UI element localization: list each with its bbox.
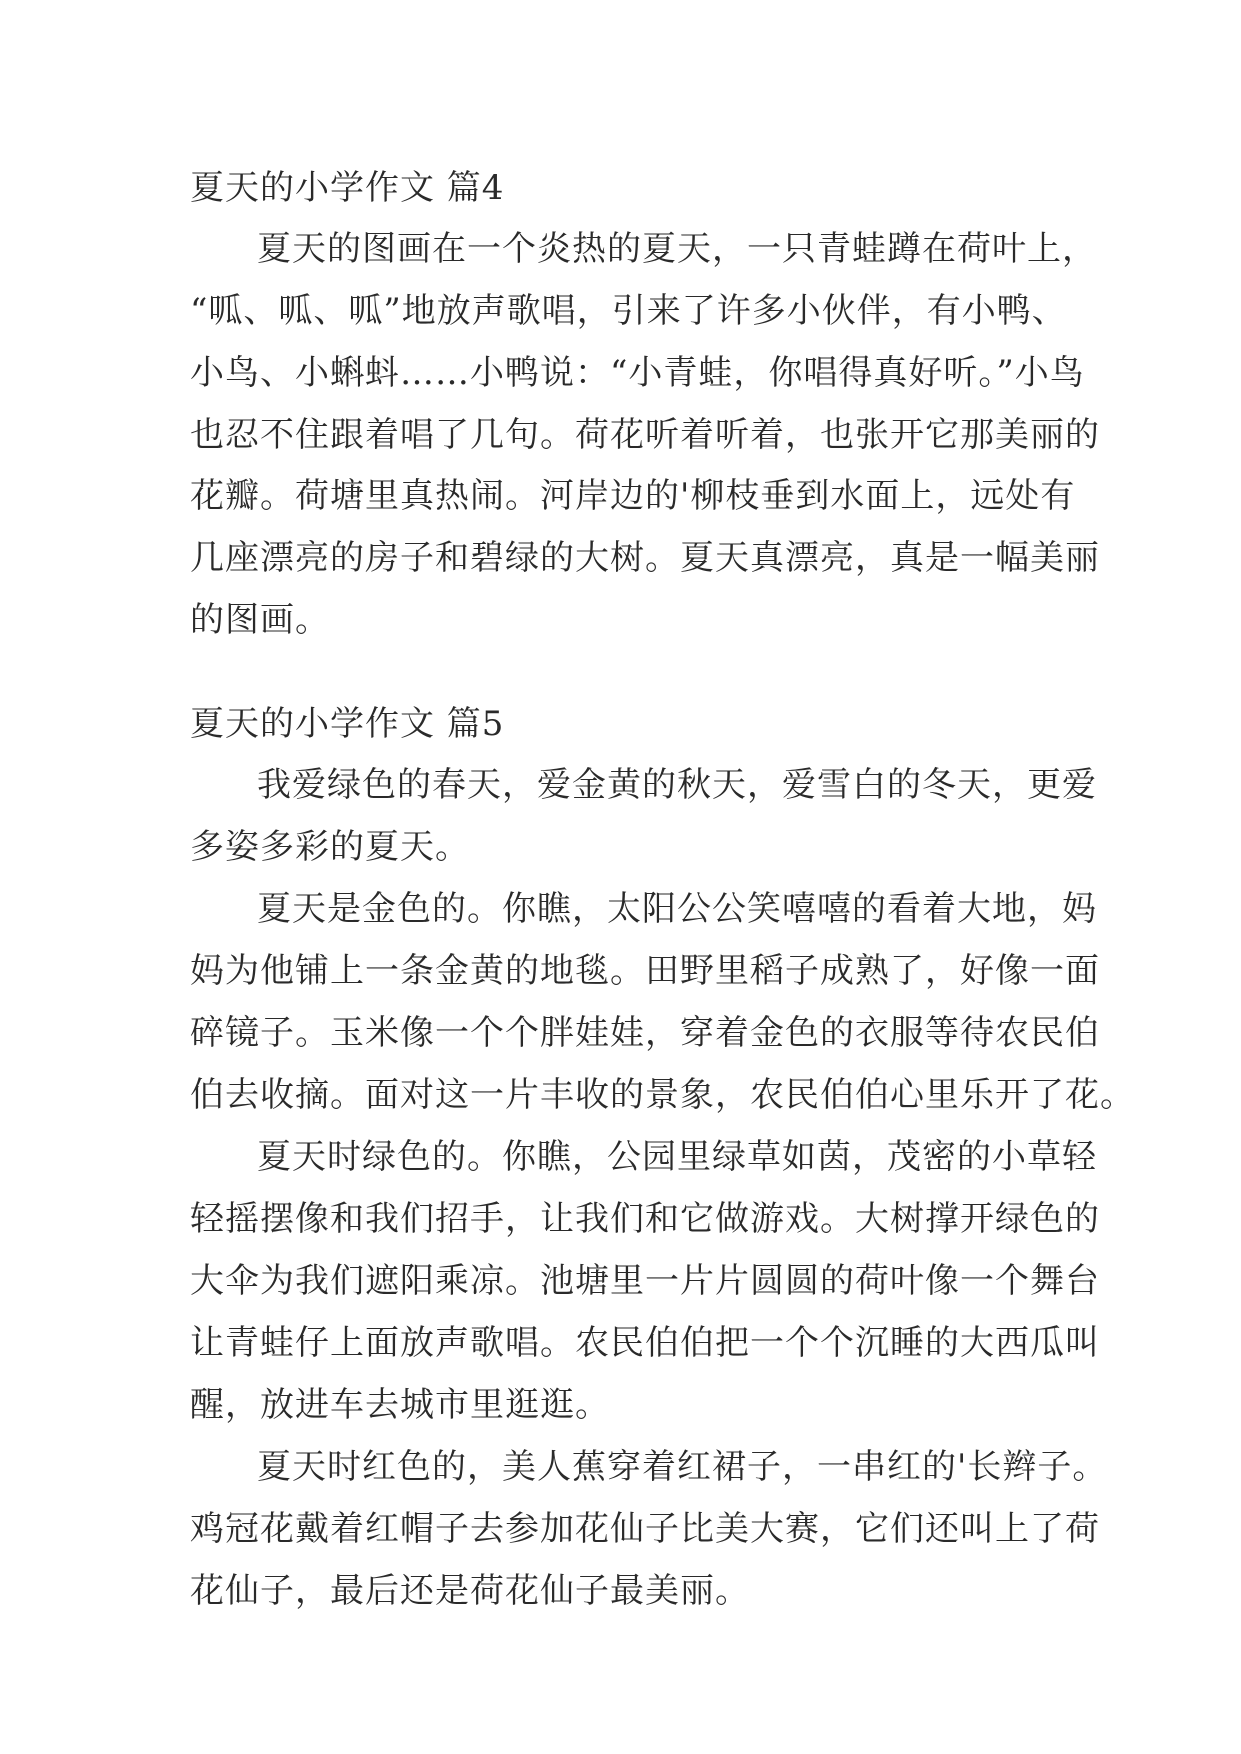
essay5-line-6: 伯去收摘。面对这一片丰收的景象，农民伯伯心里乐开了花。 (190, 1075, 1135, 1115)
essay4-line-3: 小鸟、小蝌蚪……小鸭说：“小青蛙，你唱得真好听。”小鸟 (190, 353, 1085, 393)
essay5-line-2: 多姿多彩的夏天。 (190, 827, 470, 867)
essay5-line-7: 夏天时绿色的。你瞧，公园里绿草如茵，茂密的小草轻 (257, 1137, 1097, 1177)
essay5-line-1: 我爱绿色的春天，爱金黄的秋天，爱雪白的冬天，更爱 (257, 765, 1097, 805)
essay5-heading: 夏天的小学作文 篇5 (190, 704, 505, 744)
essay4-line-5: 花瓣。荷塘里真热闹。河岸边的'柳枝垂到水面上，远处有 (190, 476, 1076, 516)
essay5-line-11: 醒，放进车去城市里逛逛。 (190, 1385, 610, 1425)
essay5-line-3: 夏天是金色的。你瞧，太阳公公笑嘻嘻的看着大地，妈 (257, 889, 1097, 929)
essay5-line-9: 大伞为我们遮阳乘凉。池塘里一片片圆圆的荷叶像一个舞台 (190, 1261, 1100, 1301)
essay4-line-1: 夏天的图画在一个炎热的夏天，一只青蛙蹲在荷叶上， (257, 229, 1097, 269)
essay5-line-13: 鸡冠花戴着红帽子去参加花仙子比美大赛，它们还叫上了荷 (190, 1509, 1100, 1549)
essay4-line-6: 几座漂亮的房子和碧绿的大树。夏天真漂亮，真是一幅美丽 (190, 538, 1100, 578)
essay4-line-4: 也忍不住跟着唱了几句。荷花听着听着，也张开它那美丽的 (190, 415, 1100, 455)
essay4-line-2: “呱、呱、呱”地放声歌唱，引来了许多小伙伴，有小鸭、 (190, 291, 1067, 331)
essay5-line-8: 轻摇摆像和我们招手，让我们和它做游戏。大树撑开绿色的 (190, 1199, 1100, 1239)
essay5-line-10: 让青蛙仔上面放声歌唱。农民伯伯把一个个沉睡的大西瓜叫 (190, 1323, 1100, 1363)
essay5-line-4: 妈为他铺上一条金黄的地毯。田野里稻子成熟了，好像一面 (190, 951, 1100, 991)
essay4-heading: 夏天的小学作文 篇4 (190, 168, 505, 208)
essay5-line-12: 夏天时红色的，美人蕉穿着红裙子，一串红的'长辫子。 (257, 1447, 1108, 1487)
essay4-line-7: 的图画。 (190, 600, 330, 640)
essay5-line-5: 碎镜子。玉米像一个个胖娃娃，穿着金色的衣服等待农民伯 (190, 1013, 1100, 1053)
essay5-line-14: 花仙子，最后还是荷花仙子最美丽。 (190, 1571, 750, 1611)
